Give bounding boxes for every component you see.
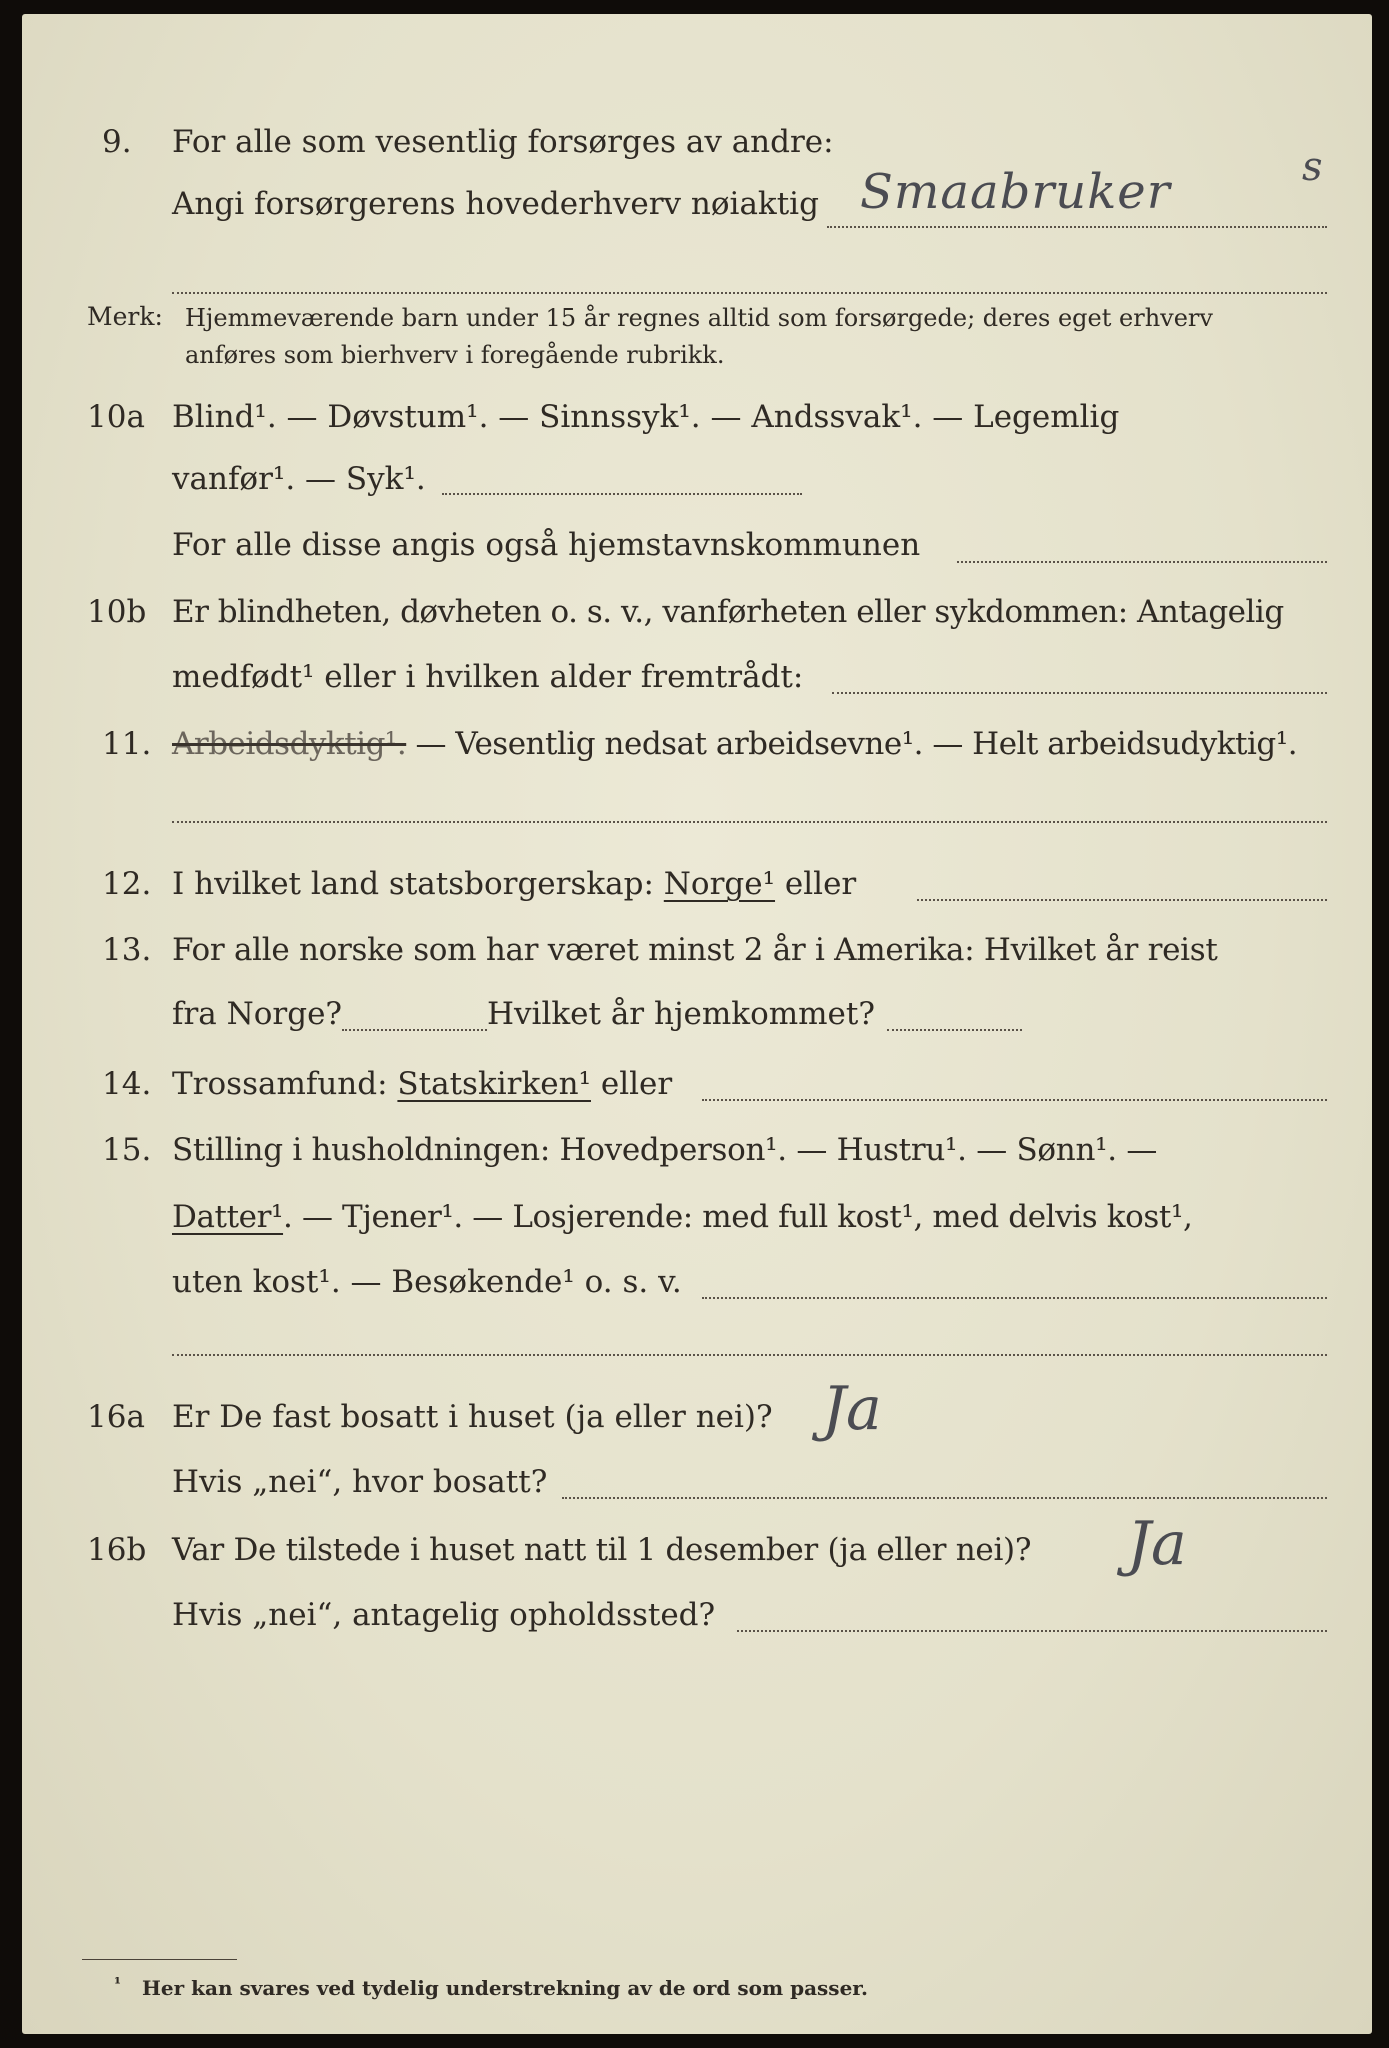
question-number: 13.	[102, 932, 152, 968]
question-text: Var De tilstede i huset natt til 1 desember (ja eller nei)?	[172, 1532, 1032, 1568]
question-text	[172, 866, 856, 902]
form-sheet	[22, 14, 1372, 2034]
answer-line	[917, 899, 1327, 901]
question-text	[172, 1199, 1192, 1235]
question-suffix: eller	[600, 1066, 673, 1102]
answer-line	[172, 821, 1327, 823]
question-prefix: I hvilket land statsborgerskap:	[172, 866, 654, 902]
question-number: 14.	[102, 1066, 152, 1102]
handwritten-answer: Ja	[822, 1374, 882, 1444]
answer-line	[957, 561, 1327, 563]
answer-line	[887, 1029, 1022, 1031]
answer-line	[442, 493, 802, 495]
question-text-rest: . — Tjener¹. — Losjerende: med full kost¹, med delvis kost¹,	[283, 1199, 1193, 1235]
answer-line	[702, 1099, 1327, 1101]
question-number: 11.	[102, 726, 152, 762]
question-text: Angi forsørgerens hovederhverv nøiaktig	[172, 186, 819, 222]
question-number: 10a	[87, 399, 145, 435]
note-text: Hjemmeværende barn under 15 år regnes alltid som forsørgede; deres eget erhverv	[185, 304, 1213, 332]
question-text: For alle som vesentlig forsørges av andre:	[172, 124, 834, 160]
question-text	[172, 1066, 672, 1102]
question-number: 9.	[102, 124, 132, 160]
question-text: Blind¹. — Døvstum¹. — Sinnssyk¹. — Andssvak¹. — Legemlig	[172, 399, 1120, 435]
question-text: medfødt¹ eller i hvilken alder fremtrådt:	[172, 659, 804, 695]
handwritten-answer: Smaabruker	[860, 164, 1171, 220]
question-number: 15.	[102, 1132, 152, 1168]
question-number: 12.	[102, 866, 152, 902]
question-text	[172, 726, 1297, 762]
question-text: Hvis „nei“, hvor bosatt?	[172, 1464, 548, 1500]
answer-line	[702, 1297, 1327, 1299]
note-label: Merk:	[87, 302, 163, 331]
question-text: uten kost¹. — Besøkende¹ o. s. v.	[172, 1264, 682, 1300]
answer-line	[562, 1497, 1327, 1499]
footnote-marker: ¹	[114, 1974, 122, 1993]
question-number: 16b	[87, 1532, 147, 1568]
selected-option: Datter¹	[172, 1199, 284, 1235]
struck-option: Arbeidsdyktig¹.	[172, 726, 407, 762]
question-text: Hvilket år hjemkommet?	[487, 996, 875, 1032]
question-text-rest: — Vesentlig nedsat arbeidsevne¹. — Helt arbeidsudyktig¹.	[406, 726, 1298, 762]
answer-line	[827, 226, 1327, 228]
question-number: 16a	[87, 1399, 145, 1435]
answer-line	[832, 692, 1327, 694]
handwritten-answer: s	[1302, 144, 1323, 190]
handwritten-answer: Ja	[1127, 1509, 1187, 1579]
question-text: Er De fast bosatt i huset (ja eller nei)?	[172, 1399, 773, 1435]
note-text: anføres som bierhverv i foregående rubrikk.	[185, 341, 725, 369]
selected-option: Norge¹	[663, 866, 776, 902]
footnote-rule	[82, 1959, 237, 1960]
answer-line	[342, 1029, 487, 1031]
question-text: vanfør¹. — Syk¹.	[172, 461, 426, 497]
question-text: Hvis „nei“, antagelig opholdssted?	[172, 1597, 716, 1633]
question-text: For alle disse angis også hjemstavnskommunen	[172, 527, 921, 563]
question-number: 10b	[87, 594, 147, 630]
answer-line	[172, 1354, 1327, 1356]
selected-option: Statskirken¹	[397, 1066, 591, 1102]
answer-line	[172, 292, 1327, 294]
footnote-text: Her kan svares ved tydelig understrekning av de ord som passer.	[142, 1976, 868, 2000]
question-text: For alle norske som har været minst 2 år i Amerika: Hvilket år reist	[172, 932, 1218, 968]
answer-line	[737, 1630, 1327, 1632]
question-text: Stilling i husholdningen: Hovedperson¹. — Hustru¹. — Sønn¹. —	[172, 1132, 1158, 1168]
question-suffix: eller	[784, 866, 857, 902]
question-prefix: Trossamfund:	[172, 1066, 388, 1102]
question-text: Er blindheten, døvheten o. s. v., vanførheten eller sykdommen: Antagelig	[172, 594, 1284, 630]
question-text: fra Norge?	[172, 996, 343, 1032]
